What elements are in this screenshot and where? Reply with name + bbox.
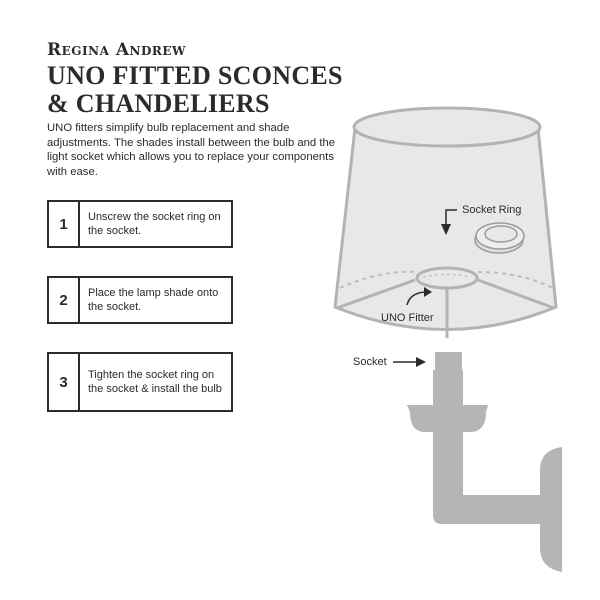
- step-number: 1: [49, 202, 80, 246]
- socket-ring-icon: [475, 223, 524, 253]
- step-text: Place the lamp shade onto the socket.: [88, 287, 219, 313]
- step-text: Unscrew the socket ring on the socket.: [88, 211, 221, 237]
- socket-label: Socket: [353, 356, 387, 368]
- brand-name: Regina Andrew: [47, 40, 186, 60]
- intro-paragraph: UNO fitters simplify bulb replacement and shade adjustments. The shades install between the bulb and the light socket which allows you to replace your components with ease.: [47, 122, 336, 178]
- uno-fitter-label: UNO Fitter: [381, 312, 434, 324]
- title-line-1: UNO FITTED SCONCES: [47, 61, 343, 90]
- socket-ring-label: Socket Ring: [462, 204, 522, 216]
- fixture-icon: [407, 352, 562, 572]
- step-text: Tighten the socket ring on the socket & install the bulb: [88, 369, 222, 395]
- socket-arrow-icon: [393, 357, 426, 367]
- title-line-2: & CHANDELIERS: [47, 89, 270, 118]
- step-number: 2: [49, 278, 80, 322]
- step-number: 3: [49, 354, 80, 410]
